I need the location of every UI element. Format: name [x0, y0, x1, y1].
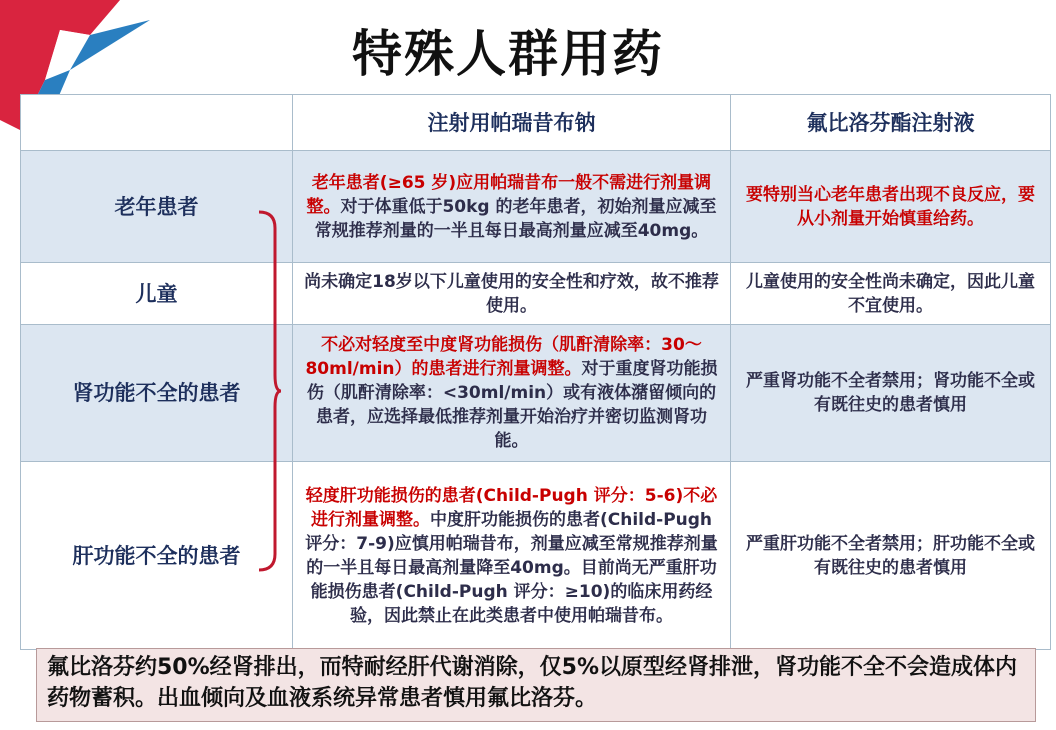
cell-flurbiprofen-renal — [731, 325, 1051, 462]
cell-text: 对于重度肾功能损伤（肌酐清除率：<30ml/min）或有液体潴留倾向的患者，应选择最低推荐剂量开始治疗并密切监测肾功能。 — [306, 359, 718, 451]
header-flurbiprofen: 氟比洛芬酯注射液 — [731, 95, 1051, 151]
cell-flurbiprofen-hepatic — [731, 462, 1051, 650]
cell-parecoxib-children — [293, 263, 731, 325]
cell-text: 中度肝功能损伤的患者(Child-Pugh 评分：7-9)应慎用帕瑞昔布，剂量应减至常规推荐剂量的一半且每日最高剂量降至40mg。目前尚无严重肝功能损伤患者(Child-Pugh 评分：≥10)的临床用药经验，因此禁止在此类患者中使用帕瑞昔布。 — [305, 509, 718, 626]
cell-flurbiprofen-elderly — [731, 151, 1051, 263]
cell-parecoxib-renal — [293, 325, 731, 462]
table-row — [21, 151, 1051, 263]
red-text: 轻度肝功能损伤的患者(Child-Pugh 评分：5-6)不必进行剂量调整。 — [305, 485, 718, 530]
cell-parecoxib-hepatic — [293, 462, 731, 650]
red-text: 老年患者(≥65 岁)应用帕瑞昔布一般不需进行剂量调整。 — [306, 172, 712, 217]
cell-text: 严重肝功能不全者禁用；肝功能不全或有既往史的患者慎用 — [746, 533, 1035, 578]
table-header-row — [21, 95, 1051, 151]
table-row — [21, 263, 1051, 325]
page-title: 特殊人群用药 — [352, 25, 664, 83]
cell-text: 对于体重低于50kg 的老年患者，初始剂量应减至常规推荐剂量的一半且每日最高剂量应减至40mg。 — [314, 196, 717, 241]
cell-text: 严重肾功能不全者禁用；肾功能不全或有既往史的患者慎用 — [746, 371, 1035, 415]
red-text: 不必对轻度至中度肾功能损伤（肌酐清除率：30～80ml/min）的患者进行剂量调整。 — [305, 335, 702, 379]
footer-note: 氟比洛芬约50%经肾排出，而特耐经肝代谢消除，仅5%以原型经肾排泄，肾功能不全不会造成体内药物蓄积。出血倾向及血液系统异常患者慎用氟比洛芬。 — [36, 648, 1036, 722]
header-cell-empty — [21, 95, 293, 151]
cell-parecoxib-elderly — [293, 151, 731, 263]
cell-flurbiprofen-children — [731, 263, 1051, 325]
bracket-icon — [255, 210, 285, 572]
row-label-children: 儿童 — [21, 263, 293, 325]
row-label-renal: 肾功能不全的患者 — [21, 325, 293, 462]
row-label-hepatic: 肝功能不全的患者 — [21, 462, 293, 650]
row-label-elderly: 老年患者 — [21, 151, 293, 263]
cell-text: 儿童使用的安全性尚未确定，因此儿童不宜使用。 — [746, 271, 1035, 316]
header-parecoxib: 注射用帕瑞昔布钠 — [293, 95, 731, 151]
table-row — [21, 462, 1051, 650]
drug-comparison-table — [20, 94, 1051, 650]
red-text: 要特别当心老年患者出现不良反应，要从小剂量开始慎重给药。 — [746, 184, 1035, 229]
cell-text: 尚未确定18岁以下儿童使用的安全性和疗效，故不推荐使用。 — [304, 271, 719, 316]
table-row — [21, 325, 1051, 462]
